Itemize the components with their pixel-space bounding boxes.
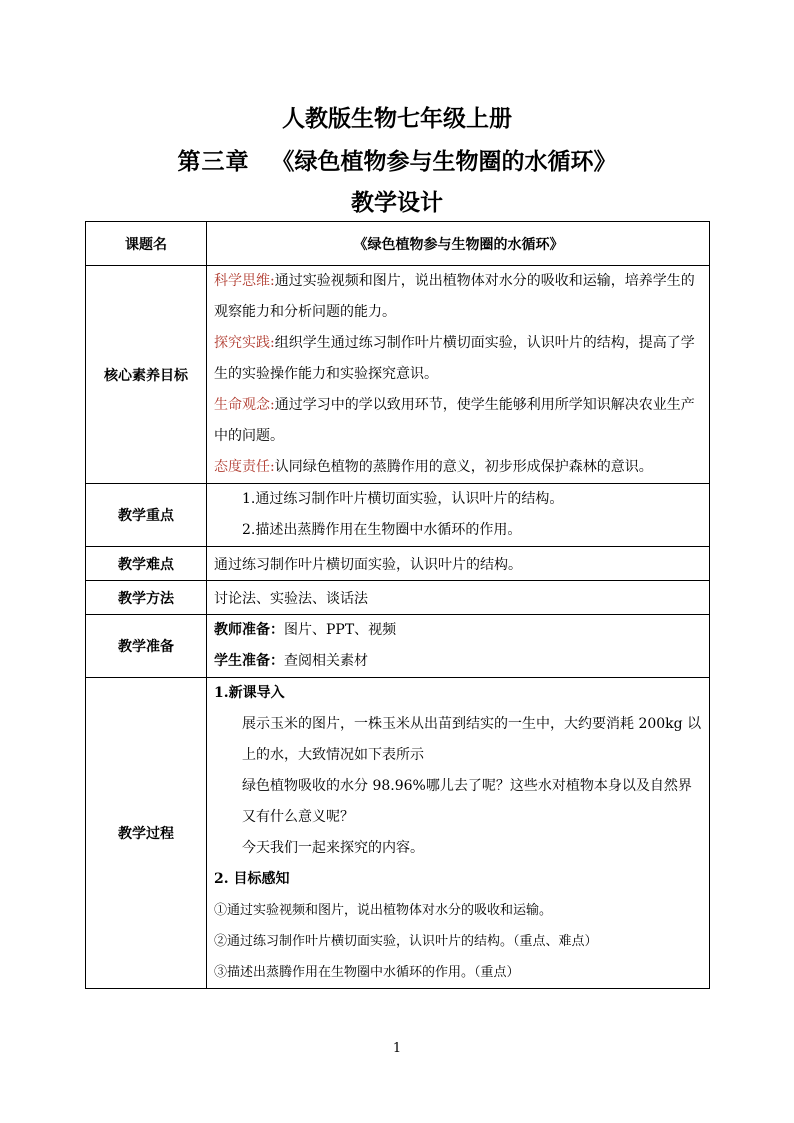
prep-content: [207, 615, 710, 678]
process-content: [207, 678, 710, 989]
goal-list-item: ③描述出蒸腾作用在生物圈中水循环的作用。（重点）: [214, 965, 520, 980]
key-points-label: 教学重点: [86, 484, 207, 547]
table-row-topic: [86, 222, 710, 266]
process-paragraph: 展示玉米的图片，一株玉米从出苗到结实的一生中，大约要消耗 200kg 以上的水，大致情况如下表所示: [242, 716, 702, 763]
student-prep-key: 学生准备：: [214, 653, 284, 669]
table-row-methods: [86, 581, 710, 615]
table-row-prep: [86, 615, 710, 678]
prep-label: 教学准备: [86, 615, 207, 678]
topic-label: 课题名: [86, 222, 207, 266]
teacher-prep-key: 教师准备：: [214, 622, 284, 638]
table-row-key-points: [86, 484, 710, 547]
methods-value: 讨论法、实验法、谈话法: [207, 581, 710, 615]
goal-key: 科学思维:: [214, 273, 275, 289]
goal-list-item: ①通过实验视频和图片，说出植物体对水分的吸收和运输。: [214, 903, 553, 918]
goal-list-item: ②通过练习制作叶片横切面实验，认识叶片的结构。（重点、难点）: [214, 934, 598, 949]
key-point-item: 2.描述出蒸腾作用在生物圈中水循环的作用。: [242, 522, 522, 538]
process-paragraph: 绿色植物吸收的水分 98.96%哪儿去了呢？这些水对植物本身以及自然界又有什么意义呢？: [242, 778, 692, 825]
goal-item: [214, 328, 703, 390]
goal-text: 通过学习中的学以致用环节，使学生能够利用所学知识解决农业生产中的问题。: [214, 397, 695, 444]
teacher-prep-text: 图片、PPT、视频: [284, 622, 397, 638]
page-number: 1: [392, 1041, 402, 1056]
lesson-plan-table: [85, 221, 710, 989]
goal-text: 组织学生通过练习制作叶片横切面实验，认识叶片的结构，提高了学生的实验操作能力和实验探究意识。: [214, 335, 695, 382]
teacher-prep: [214, 615, 703, 646]
student-prep: [214, 646, 703, 677]
process-paragraph: 今天我们一起来探究的内容。: [242, 840, 424, 856]
chapter-name: 《绿色植物参与生物圈的水循环》: [271, 149, 617, 175]
student-prep-text: 查阅相关素材: [284, 653, 368, 669]
key-points-content: [207, 484, 710, 547]
goal-key: 态度责任:: [214, 459, 275, 475]
goals-content: [207, 266, 710, 484]
process-label: 教学过程: [86, 678, 207, 989]
design-title: 教学设计: [351, 190, 443, 216]
chapter-number: 第三章: [177, 149, 250, 175]
goals-label: 核心素养目标: [86, 266, 207, 484]
goal-text: 通过实验视频和图片，说出植物体对水分的吸收和运输，培养学生的观察能力和分析问题的能力。: [214, 273, 695, 320]
section-title: 2. 目标感知: [214, 871, 290, 887]
goal-item: [214, 266, 703, 328]
goal-key: 生命观念:: [214, 397, 275, 413]
difficulty-value: 通过练习制作叶片横切面实验，认识叶片的结构。: [207, 547, 710, 581]
table-row-goals: [86, 266, 710, 484]
methods-label: 教学方法: [86, 581, 207, 615]
goal-text: 认同绿色植物的蒸腾作用的意义，初步形成保护森林的意识。: [274, 459, 653, 475]
chapter-title: [0, 143, 794, 176]
difficulty-label: 教学难点: [86, 547, 207, 581]
goal-item: [214, 390, 703, 452]
table-row-process: [86, 678, 710, 989]
goal-key: 探究实践:: [214, 335, 275, 351]
key-point-item: 1.通过练习制作叶片横切面实验，认识叶片的结构。: [242, 491, 564, 507]
section-title: 1.新课导入: [214, 685, 285, 701]
document-title: 人教版生物七年级上册: [282, 106, 512, 132]
topic-value: 《绿色植物参与生物圈的水循环》: [207, 222, 710, 266]
goal-item: [214, 452, 703, 483]
table-row-difficulty: [86, 547, 710, 581]
